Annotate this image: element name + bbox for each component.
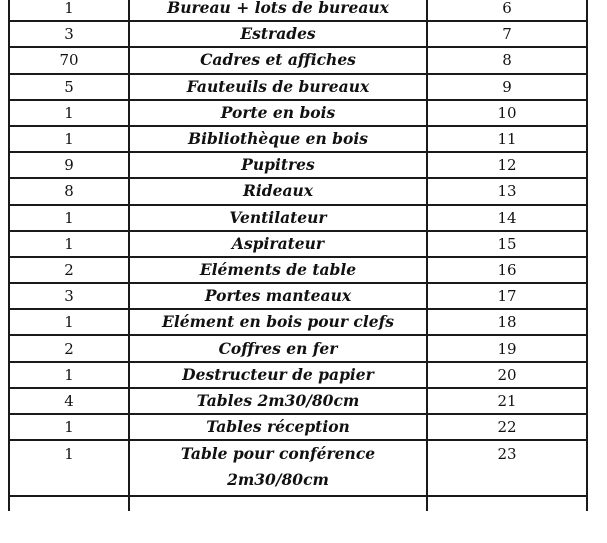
- item-line-2: 2m30/80cm: [227, 470, 329, 490]
- quantity-cell: 9: [9, 152, 129, 178]
- table-row: [9, 126, 587, 152]
- quantity-cell: 1: [9, 126, 129, 152]
- item-line-1: Table pour conférence: [180, 444, 376, 464]
- item-cell: Bibliothèque en bois: [129, 126, 427, 152]
- quantity-cell: 8: [9, 178, 129, 204]
- item-cell: Portes manteaux: [129, 283, 427, 309]
- inventory-sheet: [8, 0, 600, 543]
- quantity-cell: 3: [9, 21, 129, 47]
- number-cell: 8: [427, 47, 587, 73]
- table-row: [9, 74, 587, 100]
- table-row-partial: [9, 496, 587, 511]
- quantity-cell: 2: [9, 257, 129, 283]
- number-cell: 13: [427, 178, 587, 204]
- table-row: [9, 100, 587, 126]
- number-cell: 6: [427, 0, 587, 21]
- number-cell: 7: [427, 21, 587, 47]
- item-cell: Eléments de table: [129, 257, 427, 283]
- empty-cell: [9, 496, 129, 511]
- table-row: [9, 152, 587, 178]
- quantity-cell: 1: [9, 414, 129, 440]
- quantity-cell: 3: [9, 283, 129, 309]
- item-cell: Bureau + lots de bureaux: [129, 0, 427, 21]
- number-cell: 22: [427, 414, 587, 440]
- number-cell: 11: [427, 126, 587, 152]
- table-row: [9, 283, 587, 309]
- table-row: [9, 362, 587, 388]
- item-cell: Porte en bois: [129, 100, 427, 126]
- item-cell: Estrades: [129, 21, 427, 47]
- number-cell: 18: [427, 309, 587, 335]
- table-row: [9, 309, 587, 335]
- item-cell: Ventilateur: [129, 205, 427, 231]
- empty-cell: [129, 496, 427, 511]
- table-row: [9, 21, 587, 47]
- quantity-cell: 4: [9, 388, 129, 414]
- number-cell: 9: [427, 74, 587, 100]
- item-cell: Pupitres: [129, 152, 427, 178]
- item-cell: Elément en bois pour clefs: [129, 309, 427, 335]
- number-cell: 14: [427, 205, 587, 231]
- quantity-cell: 5: [9, 74, 129, 100]
- number-cell: 17: [427, 283, 587, 309]
- table-row: [9, 47, 587, 73]
- item-cell: Destructeur de papier: [129, 362, 427, 388]
- quantity-cell: 1: [9, 362, 129, 388]
- number-cell: 10: [427, 100, 587, 126]
- number-cell: 12: [427, 152, 587, 178]
- empty-cell: [427, 496, 587, 511]
- item-cell: Tables réception: [129, 414, 427, 440]
- inventory-table-body: [9, 0, 587, 511]
- number-cell: 19: [427, 335, 587, 361]
- table-row: [9, 0, 587, 21]
- number-cell: 23: [427, 440, 587, 496]
- quantity-cell: 70: [9, 47, 129, 73]
- table-row: [9, 388, 587, 414]
- quantity-cell: 1: [9, 100, 129, 126]
- number-cell: 16: [427, 257, 587, 283]
- item-cell: Cadres et affiches: [129, 47, 427, 73]
- quantity-cell: 1: [9, 0, 129, 21]
- item-cell: Aspirateur: [129, 231, 427, 257]
- quantity-cell: 2: [9, 335, 129, 361]
- table-row: [9, 205, 587, 231]
- table-row: [9, 257, 587, 283]
- table-row: [9, 440, 587, 496]
- item-cell: Tables 2m30/80cm: [129, 388, 427, 414]
- table-row: [9, 335, 587, 361]
- item-cell: Coffres en fer: [129, 335, 427, 361]
- item-cell: [129, 440, 427, 496]
- table-row: [9, 178, 587, 204]
- quantity-cell: 1: [9, 440, 129, 496]
- number-cell: 15: [427, 231, 587, 257]
- quantity-cell: 1: [9, 231, 129, 257]
- item-cell: Rideaux: [129, 178, 427, 204]
- quantity-cell: 1: [9, 205, 129, 231]
- table-row: [9, 231, 587, 257]
- number-cell: 20: [427, 362, 587, 388]
- table-row: [9, 414, 587, 440]
- item-cell: Fauteuils de bureaux: [129, 74, 427, 100]
- quantity-cell: 1: [9, 309, 129, 335]
- number-cell: 21: [427, 388, 587, 414]
- inventory-table: [8, 0, 588, 511]
